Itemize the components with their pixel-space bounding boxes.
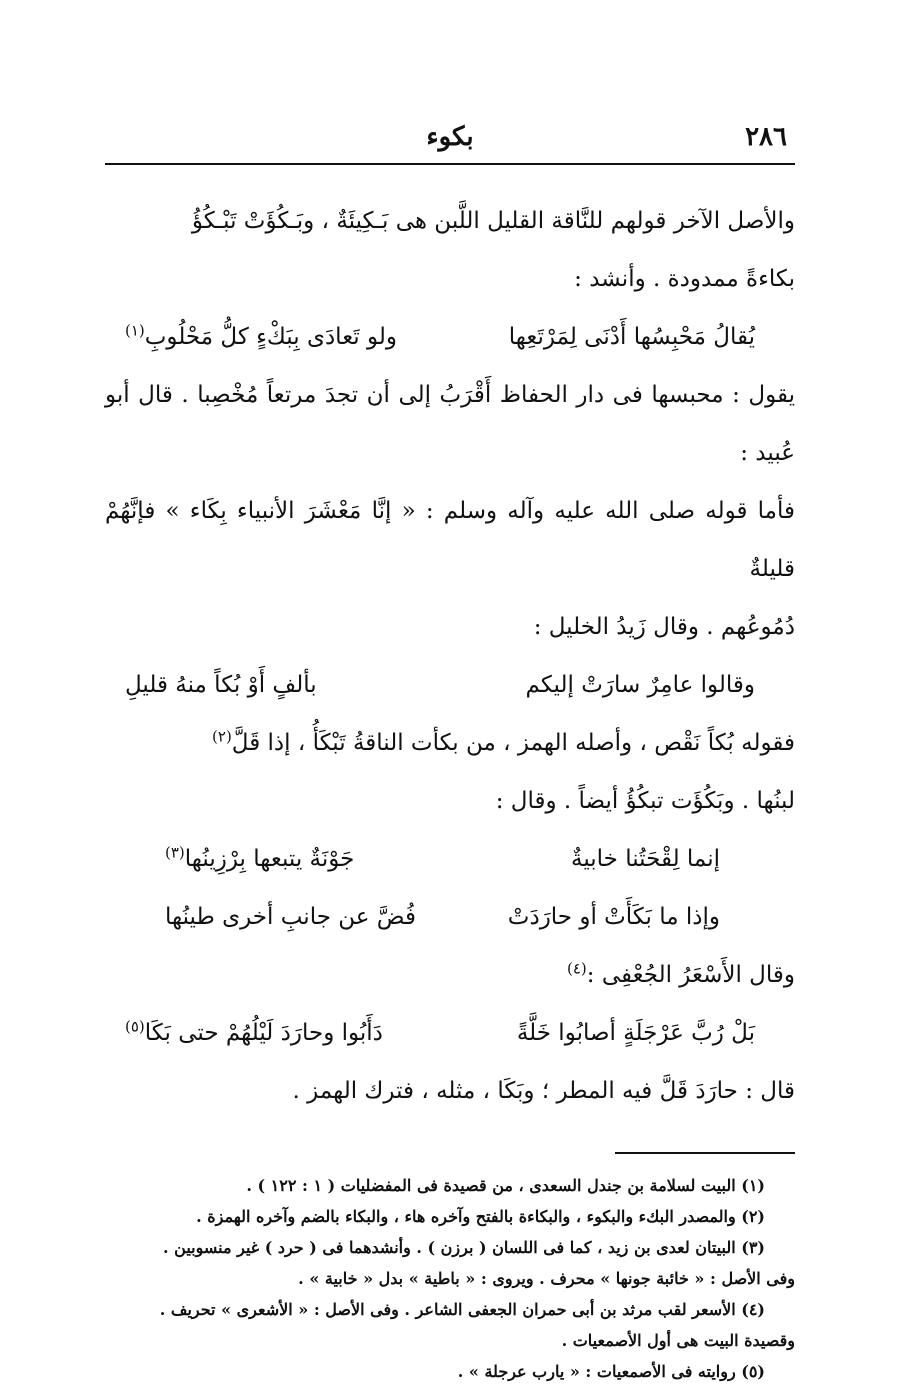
verse-second-hemistich	[125, 656, 317, 714]
prose-text: فأما قوله صلى الله عليه وآله وسلم : « إنَّا مَعْشَرَ الأنبياء بِكَاء » فإنَّهُمْ قليلةٌ	[105, 498, 795, 582]
footnote-ref[interactable]: (٢)	[212, 727, 232, 746]
prose-text: دُمُوعُهم . وقال زَيدُ الخليل :	[533, 614, 795, 640]
verse-first-hemistich: إنما لِقْحَتُنا خابيةٌ	[571, 846, 720, 872]
prose-line	[105, 250, 795, 308]
footnote-rule	[615, 1152, 795, 1154]
prose-line	[105, 1062, 795, 1120]
page-header	[105, 120, 795, 164]
footnote: (٥) روايته فى الأصمعيات : « يارب عرجلة » .	[457, 1362, 765, 1381]
prose-text: بكاءةً ممدودة . وأنشد :	[574, 266, 795, 292]
prose-line	[105, 366, 795, 482]
footnote: (١) البيت لسلامة بن جندل السعدى ، من قصيدة فى المفضليات ( ١ : ١٢٢ ) .	[246, 1176, 765, 1195]
footnotes	[105, 1170, 795, 1387]
footnote: (٤) الأسعر لقب مرثد بن أبى حمران الجعفى الشاعر . وفى الأصل : « الأشعرى » تحريف .	[159, 1300, 765, 1319]
footnote: (٢) والمصدر البكء والبكوء ، والبكاءة بالفتح وآخره هاء ، والبكاء بالضم وآخره الهمزة .	[196, 1207, 765, 1226]
prose-line	[105, 772, 795, 830]
verse-line	[105, 1004, 795, 1062]
main-text	[105, 192, 795, 1120]
footnote-ref[interactable]: (٥)	[125, 1017, 145, 1036]
prose-text: لبنُها . وبَكُؤَت تبكُؤُ أيضاً . وقال :	[495, 788, 795, 814]
prose-line	[105, 714, 795, 772]
verse-line	[105, 308, 795, 366]
verse-second-hemistich	[125, 308, 397, 366]
prose-line	[105, 192, 795, 250]
verse-second-hemistich	[125, 1004, 383, 1062]
verse-second-hemistich	[165, 888, 416, 946]
page-number: ٢٨٦	[745, 122, 787, 152]
prose-text: يقول : محبسها فى دار الحفاظ أَقْرَبُ إلى أن تجدَ مرتعاً مُخْصِبا . قال أبو عُبيد :	[105, 382, 795, 466]
header-rule	[105, 163, 795, 165]
verse-first-hemistich: يُقالُ مَحْبِسُها أَدْنَى لِمَرْتَعِها	[508, 324, 755, 350]
footnote: وقصيدة البيت هى أول الأصمعيات .	[561, 1331, 795, 1350]
verse-first-hemistich: وإذا ما بَكَأَتْ أو حارَدَتْ	[507, 904, 720, 930]
verse-second-text: فُضَّ عن جانبِ أخرى طينُها	[165, 904, 416, 930]
prose-line	[105, 482, 795, 598]
book-page	[105, 120, 795, 1387]
verse-second-hemistich	[165, 830, 354, 888]
footnote: (٣) البيتان لعدى بن زيد ، كما فى اللسان ( برزن ) . وأنشدهما فى ( حرد ) غير منسوبين .	[163, 1238, 765, 1257]
verse-line	[105, 656, 795, 714]
verse-second-text: دَأَبُوا وحارَدَ لَيْلُهُمْ حتى بَكَا	[144, 1020, 383, 1046]
prose-line	[105, 598, 795, 656]
verse-first-hemistich: بَلْ رُبَّ عَرْجَلَةٍ أصابُوا خَلَّةً	[516, 1020, 755, 1046]
verse-second-text: ولو تَعادَى بِبَكْءٍ كلُّ مَحْلُوبِ	[144, 324, 397, 350]
prose-line	[105, 946, 795, 1004]
running-head: بكوء	[426, 122, 474, 152]
verse-line	[105, 830, 795, 888]
verse-second-text: بألفٍ أَوْ بُكاً منهُ قليلِ	[125, 672, 317, 698]
prose-text: وقال الأَسْعَرُ الجُعْفِى :	[586, 962, 795, 988]
prose-text: والأصل الآخر قولهم للنَّاقة القليل اللَّبن هى بَـكِيئَةٌ ، وبَـكُؤَتْ تَبْـكُؤُ	[191, 208, 795, 234]
footnote-ref[interactable]: (٤)	[567, 959, 587, 978]
verse-first-hemistich: وقالوا عامِرٌ سارَتْ إليكم	[525, 672, 755, 698]
footnote-ref[interactable]: (٣)	[165, 843, 185, 862]
prose-text: قال : حارَدَ قَلَّ فيه المطر ؛ وبَكَا ، مثله ، فترك الهمز .	[292, 1078, 795, 1104]
prose-text: فقوله بُكاً نَقْص ، وأصله الهمز ، من بكأت الناقةُ تَبْكَأُ ، إذا قَلَّ	[231, 730, 795, 756]
verse-second-text: جَوْنَةٌ يتبعها بِرْزِينُها	[184, 846, 355, 872]
footnote: وفى الأصل : « خائبة جونها » محرف . ويروى : « باطية » بدل « خابية » .	[298, 1269, 795, 1288]
verse-line	[105, 888, 795, 946]
footnote-ref[interactable]: (١)	[125, 321, 145, 340]
